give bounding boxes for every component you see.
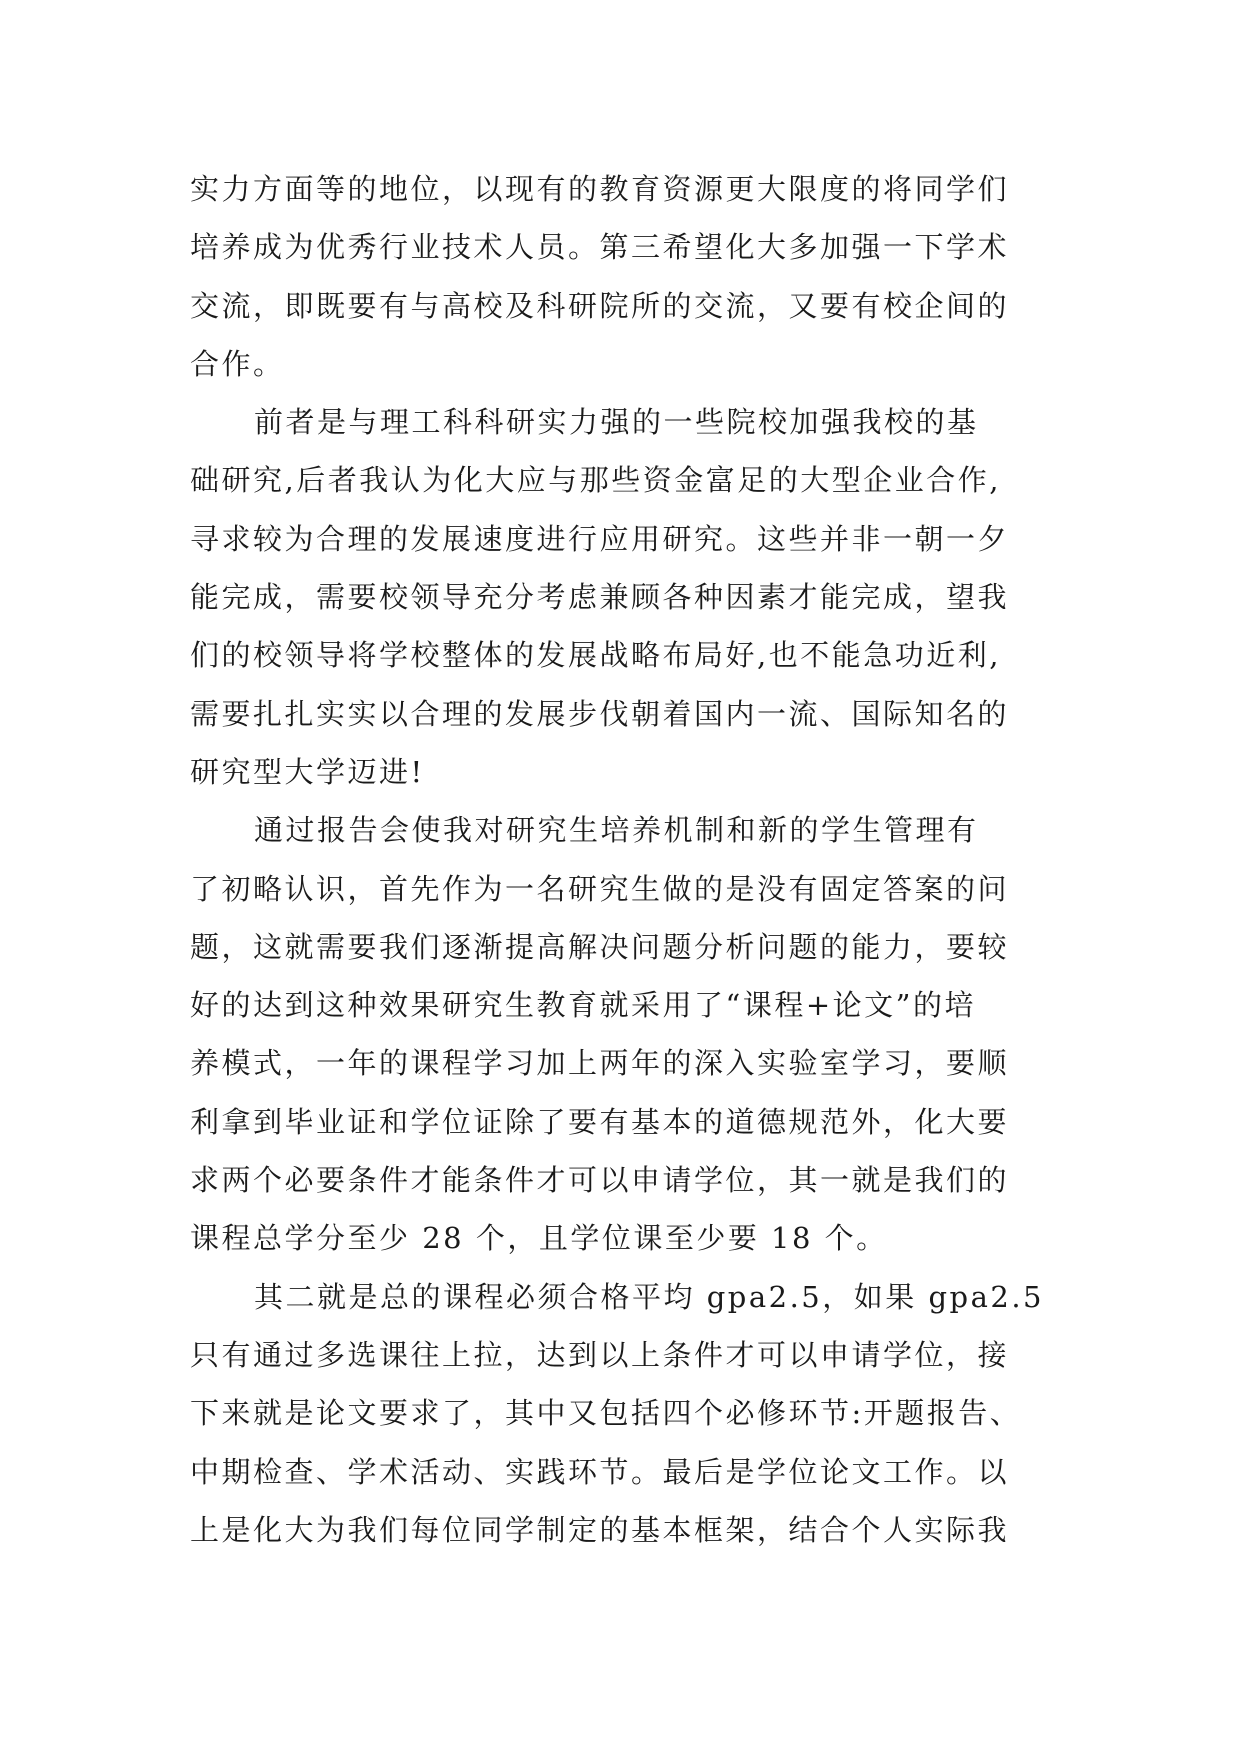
text-line: 能完成，需要校领导充分考虑兼顾各种因素才能完成，望我 — [190, 580, 1010, 615]
text-line: 利拿到毕业证和学位证除了要有基本的道德规范外，化大要 — [190, 1104, 1010, 1139]
text-line: 好的达到这种效果研究生教育就采用了“课程+论文”的培 — [190, 988, 976, 1023]
text-line: 研究型大学迈进! — [190, 754, 425, 789]
text-line: 中期检查、学术活动、实践环节。最后是学位论文工作。以 — [190, 1454, 1010, 1489]
text-line: 课程总学分至少 28 个，且学位课至少要 18 个。 — [190, 1221, 888, 1256]
paragraph-first-line: 前者是与理工科科研实力强的一些院校加强我校的基 — [254, 405, 979, 440]
text-line: 题，这就需要我们逐渐提高解决问题分析问题的能力，要较 — [190, 929, 1010, 964]
paragraph-first-line: 通过报告会使我对研究生培养机制和新的学生管理有 — [254, 813, 979, 848]
paragraph-first-line: 其二就是总的课程必须合格平均 gpa2.5，如果 gpa2.5 — [254, 1279, 1045, 1314]
document-body — [190, 160, 1050, 1559]
text-line: 下来就是论文要求了，其中又包括四个必修环节:开题报告、 — [190, 1396, 1022, 1431]
text-line: 了初略认识，首先作为一名研究生做的是没有固定答案的问 — [190, 871, 1010, 906]
text-line: 们的校领导将学校整体的发展战略布局好,也不能急功近利, — [190, 638, 1001, 673]
text-line: 求两个必要条件才能条件才可以申请学位，其一就是我们的 — [190, 1163, 1010, 1198]
text-line: 交流，即既要有与高校及科研院所的交流，又要有校企间的 — [190, 288, 1010, 323]
text-line: 合作。 — [190, 346, 285, 381]
text-line: 只有通过多选课往上拉，达到以上条件才可以申请学位，接 — [190, 1337, 1010, 1372]
text-line: 实力方面等的地位，以现有的教育资源更大限度的将同学们 — [190, 172, 1010, 206]
text-line: 需要扎扎实实以合理的发展步伐朝着国内一流、国际知名的 — [190, 696, 1010, 731]
text-line: 寻求较为合理的发展速度进行应用研究。这些并非一朝一夕 — [190, 521, 1010, 556]
text-line: 养模式，一年的课程学习加上两年的深入实验室学习，要顺 — [190, 1046, 1010, 1081]
text-line: 上是化大为我们每位同学制定的基本框架，结合个人实际我 — [190, 1512, 1010, 1547]
text-line: 础研究,后者我认为化大应与那些资金富足的大型企业合作, — [190, 463, 1001, 498]
text-line: 培养成为优秀行业技术人员。第三希望化大多加强一下学术 — [190, 230, 1010, 265]
